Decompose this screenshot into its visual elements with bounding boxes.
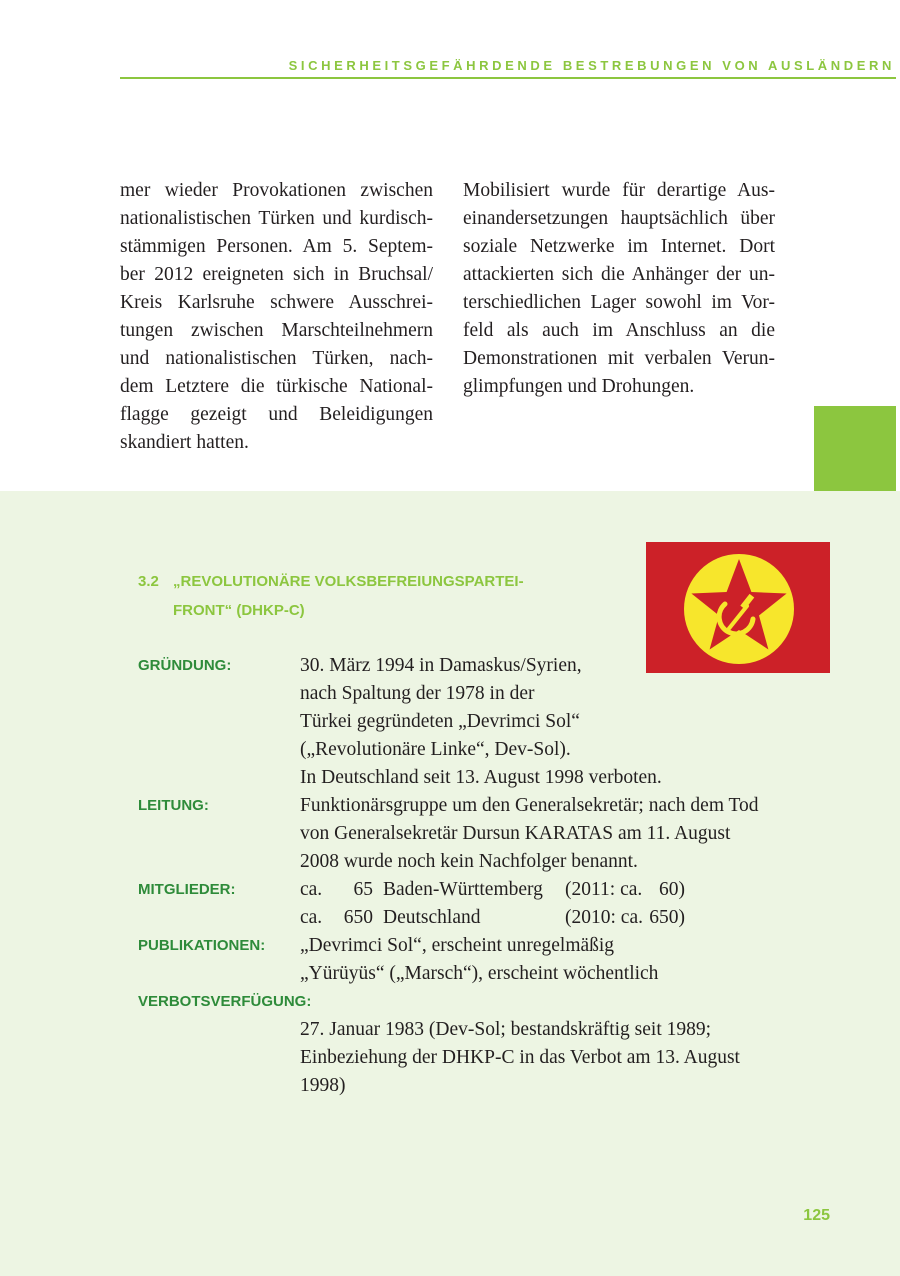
fact-label: LEITUNG:	[138, 797, 209, 814]
fact-value	[300, 1016, 818, 1100]
member-prev-label: (2010: ca.	[565, 907, 643, 928]
text-line: Mobilisiert wurde für derartige Aus-	[463, 180, 775, 201]
section-heading	[138, 567, 524, 625]
text-line: glimpfungen und Drohungen.	[463, 376, 695, 397]
text-line: 30. März 1994 in Damaskus/Syrien,	[300, 655, 582, 676]
member-prev-count: 60)	[659, 879, 685, 900]
fact-label: MITGLIEDER:	[138, 881, 236, 898]
fact-label: PUBLIKATIONEN:	[138, 937, 266, 954]
text-line: soziale Netzwerke im Internet. Dort	[463, 236, 775, 257]
text-line: Funktionärsgruppe um den Generalsekretär; nach dem Tod	[300, 795, 759, 816]
text-line: Türkei gegründeten „Devrimci Sol“	[300, 711, 580, 732]
fact-label: GRÜNDUNG:	[138, 657, 232, 674]
text-line: tungen zwischen Marschteilnehmern	[120, 320, 433, 341]
text-line: mer wieder Provokationen zwischen	[120, 180, 433, 201]
text-line: 2008 wurde noch kein Nachfolger benannt.	[300, 851, 638, 872]
member-approx: ca.	[300, 879, 323, 900]
text-line: Demonstrationen mit verbalen Verun-	[463, 348, 775, 369]
fact-mitglieder	[138, 876, 818, 932]
text-line: einandersetzungen hauptsächlich über	[463, 208, 775, 229]
body-column-right	[463, 177, 775, 401]
text-line: ber 2012 ereigneten sich in Bruchsal/	[120, 264, 433, 285]
text-line: skandiert hatten.	[120, 432, 249, 453]
fact-value	[300, 932, 818, 988]
fact-value	[300, 876, 818, 932]
member-row	[300, 904, 818, 932]
text-line: attackierten sich die Anhänger der un-	[463, 264, 775, 285]
fact-publikationen	[138, 932, 818, 988]
member-region: Baden-Württemberg	[383, 879, 543, 900]
text-line: nach Spaltung der 1978 in der	[300, 683, 535, 704]
fact-value	[300, 652, 818, 792]
fact-gruendung	[138, 652, 818, 792]
member-approx: ca.	[300, 907, 323, 928]
member-prev-count: 650)	[649, 907, 685, 928]
text-line: Kreis Karlsruhe schwere Ausschrei-	[120, 292, 433, 313]
fact-verbot	[138, 988, 818, 1100]
text-line: („Revolutionäre Linke“, Dev-Sol).	[300, 739, 571, 760]
member-region: Deutschland	[383, 907, 481, 928]
header-rule	[120, 77, 896, 79]
fact-value	[300, 792, 818, 876]
member-count: 650	[343, 907, 373, 928]
fact-sheet	[138, 652, 818, 1100]
fact-label: VERBOTSVERFÜGUNG:	[138, 993, 312, 1010]
text-line: feld als auch im Anschluss an die	[463, 320, 775, 341]
text-line: dem Letztere die türkische National-	[120, 376, 433, 397]
text-line: „Yürüyüs“ („Marsch“), erscheint wöchentlich	[300, 963, 659, 984]
member-count: 65	[353, 879, 373, 900]
text-line: terschiedlichen Lager sowohl im Vor-	[463, 292, 775, 313]
text-line: 1998)	[300, 1075, 346, 1096]
text-line: Einbeziehung der DHKP-C in das Verbot am 13. August	[300, 1047, 740, 1068]
text-line: In Deutschland seit 13. August 1998 verboten.	[300, 767, 662, 788]
fact-leitung	[138, 792, 818, 876]
text-line: von Generalsekretär Dursun KARATAS am 11. August	[300, 823, 731, 844]
text-line: flagge gezeigt und Beleidigungen	[120, 404, 433, 425]
running-title: SICHERHEITSGEFÄHRDENDE BESTREBUNGEN VON AUSLÄNDERN	[288, 58, 895, 73]
text-line: 27. Januar 1983 (Dev-Sol; bestandskräftig seit 1989;	[300, 1019, 712, 1040]
member-row	[300, 876, 818, 904]
member-prev-label: (2011: ca.	[565, 879, 643, 900]
text-line: stämmigen Personen. Am 5. Septem-	[120, 236, 433, 257]
text-line: und nationalistischen Türken, nach-	[120, 348, 433, 369]
body-column-left	[120, 177, 433, 457]
section-title-line1: „REVOLUTIONÄRE VOLKSBEFREIUNGSPARTEI-	[173, 573, 524, 590]
text-line: „Devrimci Sol“, erscheint unregelmäßig	[300, 935, 615, 956]
section-title-line2: FRONT“ (DHKP-C)	[173, 602, 305, 619]
page-number: 125	[803, 1207, 830, 1224]
section-number: 3.2	[138, 573, 159, 590]
text-line: nationalistischen Türken und kurdisch-	[120, 208, 433, 229]
